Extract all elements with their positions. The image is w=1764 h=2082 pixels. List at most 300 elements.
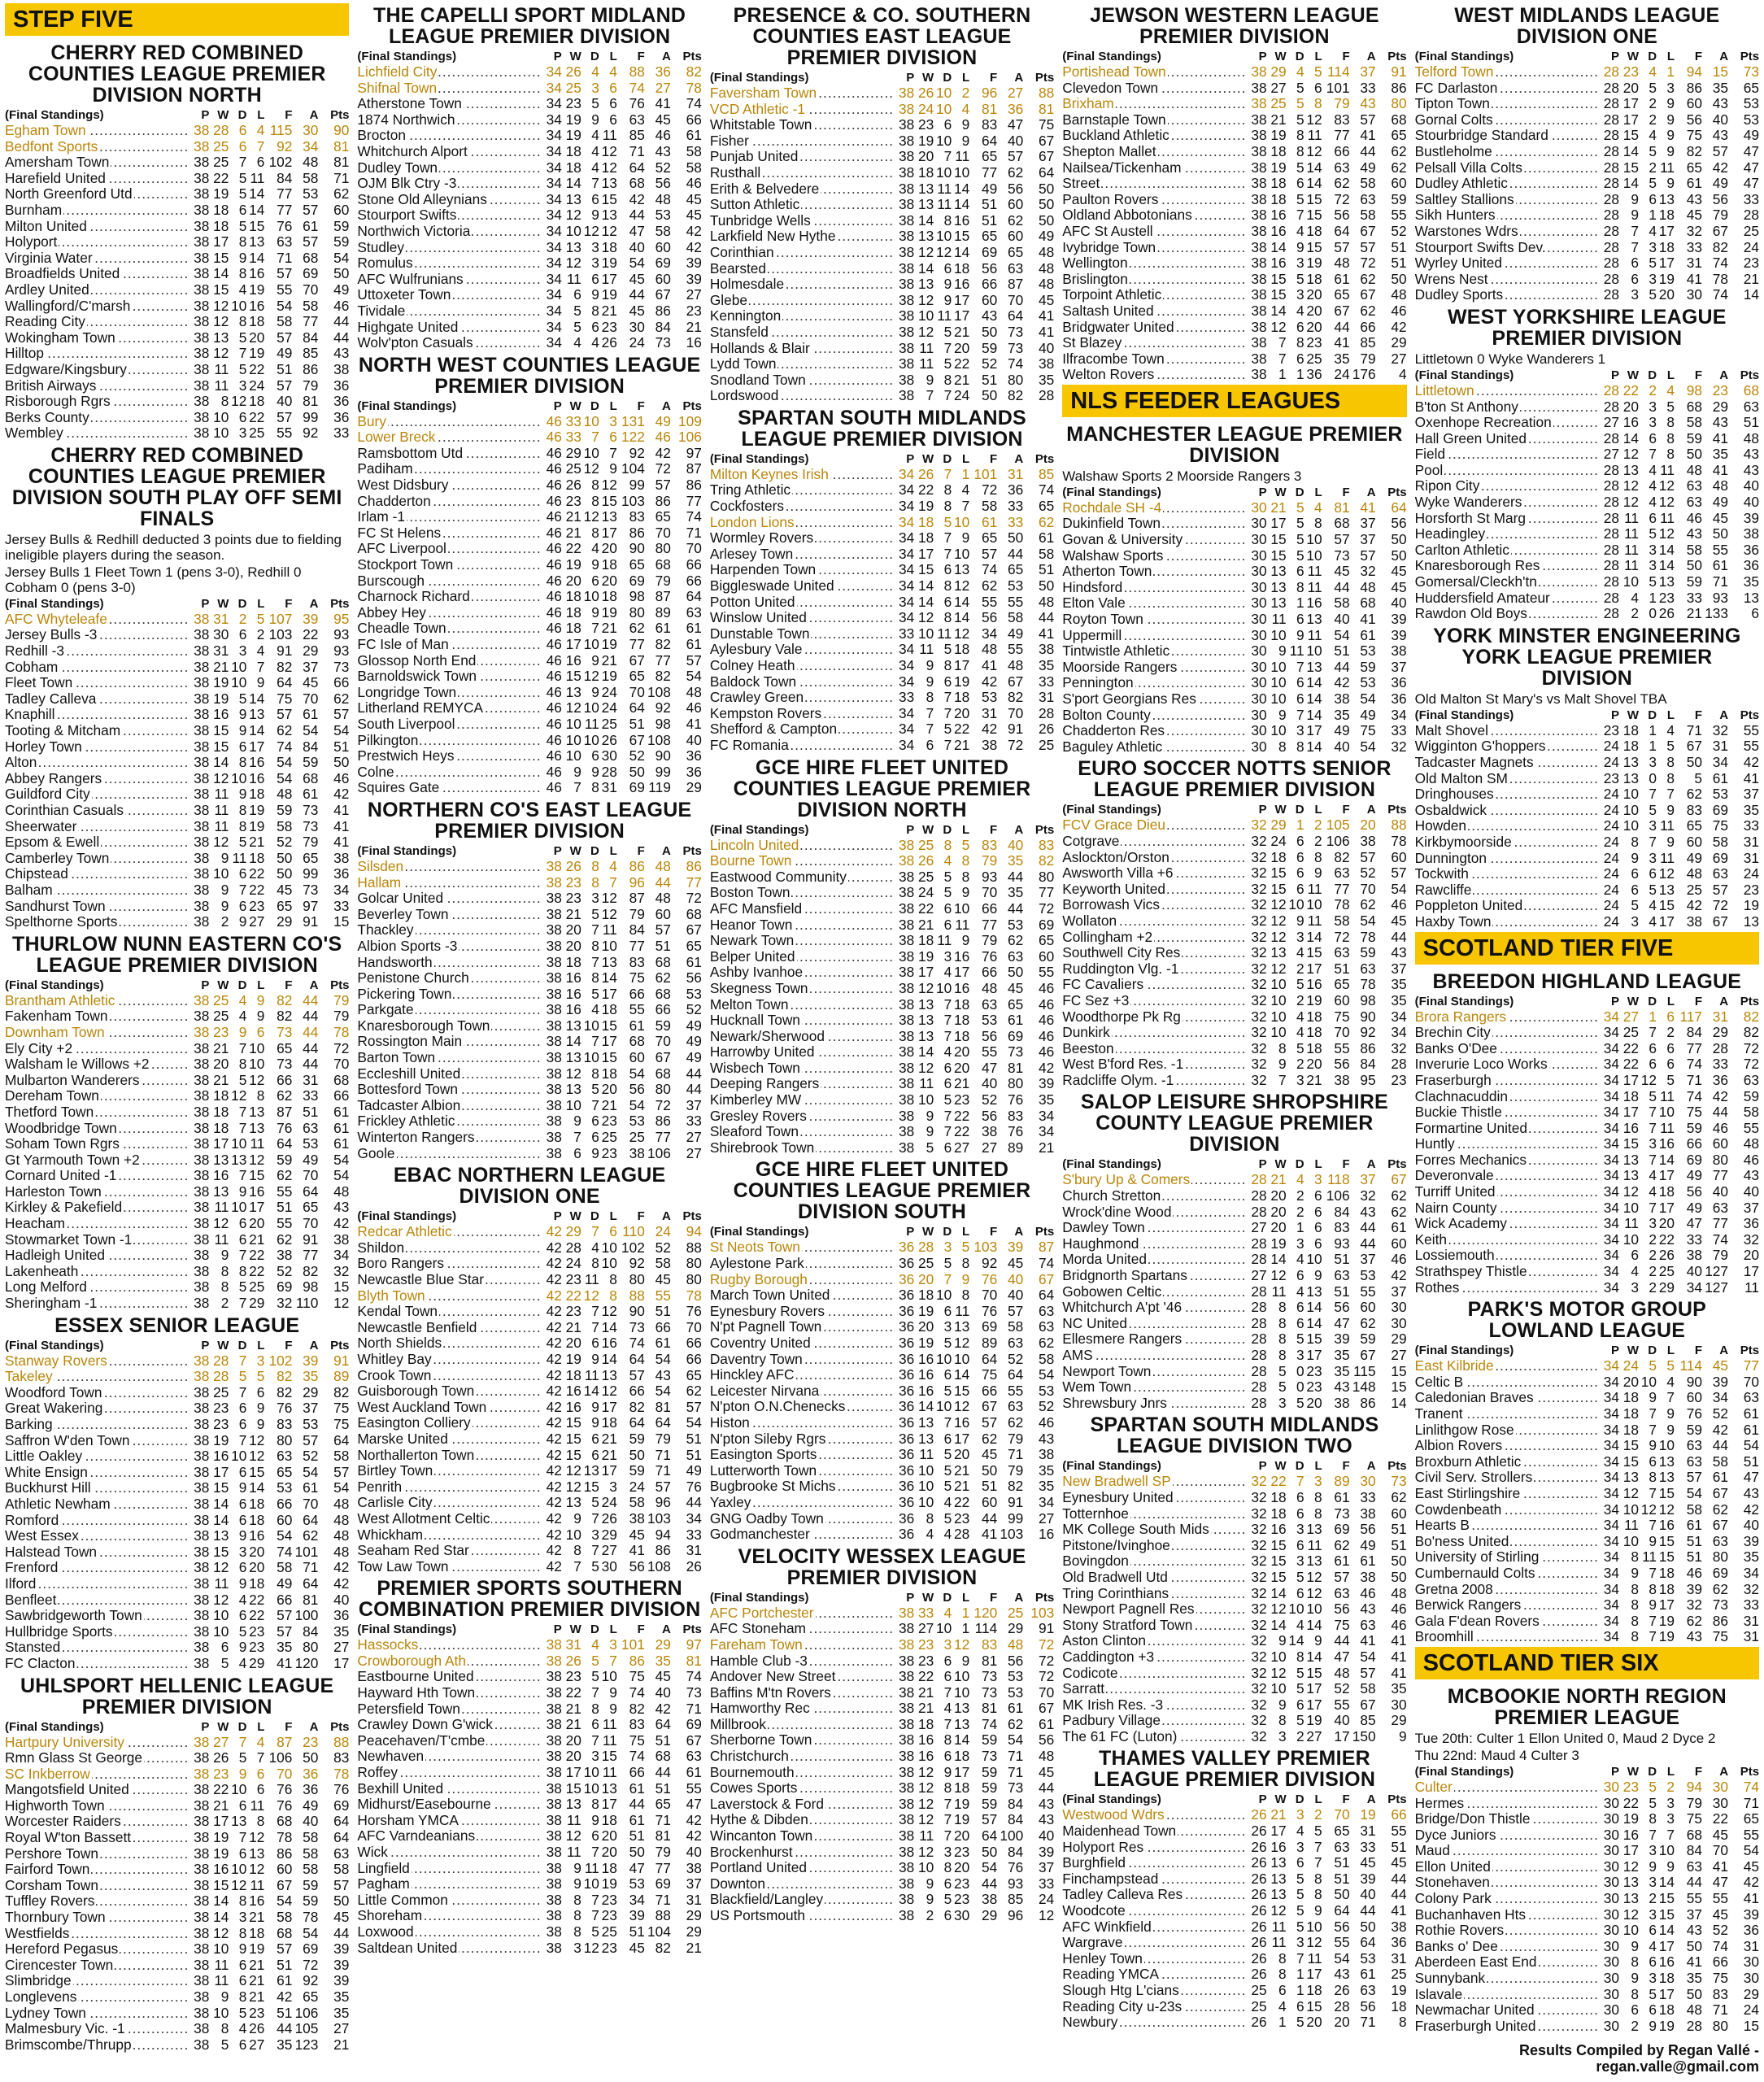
team-name: Tadley Calleva Res [1062, 1887, 1183, 1903]
stat-f: 38 [1686, 1247, 1703, 1264]
table-row [1062, 1935, 1406, 1951]
stat-p: 30 [1251, 642, 1267, 660]
stat-p: 38 [898, 163, 915, 181]
team-cell [1415, 882, 1598, 899]
stat-f: 57 [277, 377, 293, 394]
stat-p: 30 [1251, 595, 1267, 612]
stat-w: 11 [214, 360, 229, 377]
league-table-gce-hire-fleet-united-counties-league-premier-division-north [710, 754, 1054, 1156]
stat-a: 98 [303, 1278, 319, 1296]
team-name: Sandhurst Town [5, 898, 106, 914]
stat-pts: 91 [1038, 1620, 1055, 1637]
team-cell [1062, 1025, 1245, 1041]
stat-p: 32 [1251, 928, 1267, 945]
stat-w: 10 [1622, 573, 1640, 590]
header-pts: Pts [682, 399, 702, 413]
stat-f: 42 [277, 1988, 293, 2005]
stat-l: 23 [953, 1509, 970, 1527]
stat-w: 14 [1622, 429, 1640, 446]
team-cell [5, 1400, 188, 1417]
stat-f: 57 [629, 1366, 645, 1383]
stat-f: 60 [1334, 991, 1350, 1008]
team-name: Ruddington Vlg. -1 [1062, 960, 1179, 977]
stat-f: 56 [981, 1027, 998, 1044]
stat-d: 7 [591, 175, 599, 192]
stat-l: 21 [953, 1075, 970, 1092]
stat-f: 53 [981, 689, 998, 706]
stat-w: 13 [565, 683, 581, 700]
stat-pts: 32 [1391, 738, 1407, 755]
team-name: N'pton Sileby Rgrs [709, 1431, 826, 1447]
stat-p: 38 [194, 865, 210, 882]
team-name: Pool [1414, 462, 1444, 478]
team-name: Berks County [5, 409, 89, 425]
stat-f: 76 [277, 1781, 293, 1798]
team-name: Chipstead [5, 866, 68, 882]
team-cell [1415, 914, 1598, 930]
team-name: Woodthorpe Pk Rg [1062, 1008, 1181, 1025]
stat-f: 40 [981, 1075, 998, 1092]
team-name: Huddersfield Amateur [1414, 590, 1550, 606]
stat-l: 15 [249, 1463, 265, 1480]
stat-a: 69 [1712, 801, 1729, 818]
stat-a: 68 [655, 556, 671, 573]
stat-d: 3 [1296, 1553, 1304, 1570]
stat-d: 7 [1649, 833, 1657, 850]
team-cell [357, 320, 540, 336]
stat-f: 52 [1334, 1680, 1350, 1697]
stat-p: 46 [546, 779, 562, 796]
stat-d: 5 [1296, 531, 1304, 548]
stat-l: 3 [609, 412, 617, 429]
team-cell [710, 1732, 893, 1749]
stat-d: 7 [238, 1119, 247, 1136]
stat-w: 25 [1270, 95, 1287, 112]
stat-l: 10 [249, 1039, 265, 1056]
team-name: Glossop North End [357, 652, 477, 669]
stat-p: 38 [194, 1151, 210, 1168]
team-name: US Portsmouth [709, 1908, 805, 1923]
stat-a: 44 [1007, 868, 1024, 885]
team-cell [1062, 882, 1245, 898]
stat-p: 36 [898, 1430, 915, 1447]
stat-pts: 39 [333, 1940, 350, 1958]
stat-pts: 54 [686, 668, 702, 685]
table-row [5, 425, 349, 442]
header-p: P [1258, 803, 1267, 817]
stat-f: 51 [1334, 1251, 1350, 1268]
stat-w: 17 [213, 233, 229, 250]
header-pts: Pts [1740, 50, 1760, 63]
team-name: Sheerwater [5, 818, 77, 834]
stat-pts: 81 [686, 1652, 702, 1669]
stat-l: 7 [1666, 1389, 1675, 1406]
stat-p: 28 [1603, 207, 1620, 224]
team-cell [710, 674, 893, 690]
stat-a: 57 [1360, 848, 1376, 865]
stat-w: 13 [917, 1413, 934, 1431]
team-name: Peacehaven/T'cmbe [357, 1732, 486, 1749]
stat-l: 17 [601, 985, 617, 1002]
stat-w: 10 [917, 307, 934, 324]
team-cell [1415, 144, 1598, 160]
stat-d: 10 [935, 979, 952, 996]
stat-f: 39 [1334, 1331, 1350, 1348]
stat-pts: 36 [333, 393, 350, 410]
stat-d: 8 [591, 1255, 599, 1272]
stat-a: 82 [1712, 238, 1729, 255]
team-name: Blackfield/Langley [709, 1892, 824, 1908]
stat-p: 34 [1603, 1405, 1620, 1422]
team-cell [357, 891, 540, 907]
stat-f: 86 [629, 1652, 645, 1669]
stat-p: 38 [194, 1607, 210, 1624]
team-cell [5, 1152, 188, 1169]
stat-l: 11 [602, 921, 617, 939]
team-name: Bexhill United [357, 1780, 444, 1797]
team-cell [5, 171, 188, 187]
stat-pts: 62 [1391, 142, 1407, 159]
stat-l: 2 [1314, 817, 1322, 834]
team-cell [5, 882, 188, 899]
team-name: East Kilbride [1414, 1358, 1494, 1374]
stat-l: 2 [1666, 1024, 1675, 1041]
stat-w: 12 [1270, 928, 1287, 945]
stat-w: 19 [565, 556, 581, 573]
team-name: Pennington [1062, 675, 1134, 691]
table-row [1062, 1236, 1406, 1252]
stat-w: 21 [565, 508, 581, 525]
stat-pts: 43 [333, 345, 350, 362]
table-row [710, 642, 1054, 658]
stat-a: 92 [303, 425, 319, 442]
stat-d: 1 [1296, 595, 1304, 612]
league-table-northern-co-s-east-league-premier-division [357, 796, 701, 1161]
stat-w: 20 [565, 921, 581, 939]
stat-l: 23 [1306, 1379, 1322, 1396]
stat-l: 4 [256, 642, 265, 660]
stat-f: 118 [1327, 1171, 1350, 1188]
stat-a: 49 [1007, 625, 1024, 642]
stat-a: 37 [303, 1400, 319, 1417]
stat-a: 46 [655, 127, 671, 144]
stat-w: 20 [917, 1270, 934, 1287]
stat-pts: 62 [1391, 1488, 1407, 1505]
team-cell [357, 207, 540, 224]
stat-a: 82 [655, 636, 671, 652]
stat-a: 45 [1712, 509, 1729, 526]
stat-p: 28 [1251, 1235, 1267, 1252]
stat-pts: 44 [1391, 1886, 1407, 1903]
stat-a: 53 [1360, 1949, 1376, 1967]
stat-a: 81 [303, 393, 319, 410]
stat-d: 9 [238, 249, 247, 266]
stat-d: 8 [591, 937, 599, 954]
league-title: CHERRY RED COMBINED COUNTIES LEAGUE PREMIER DIVISION NORTH [28, 41, 326, 107]
team-cell [357, 1050, 540, 1066]
team-cell [1415, 64, 1598, 81]
team-cell [357, 525, 540, 542]
stat-l: 9 [961, 1652, 970, 1669]
team-cell [5, 1513, 188, 1529]
team-cell [357, 685, 540, 701]
stat-d: 1 [1296, 1966, 1304, 1983]
stat-w: 8 [1278, 1331, 1287, 1348]
stat-a: 51 [655, 1303, 671, 1320]
team-name: Atherton Town [1062, 564, 1152, 580]
stat-d: 6 [591, 1827, 599, 1845]
header-d: D [590, 399, 599, 413]
stat-p: 34 [546, 334, 562, 351]
stat-a: 61 [1007, 1012, 1024, 1029]
stat-p: 38 [546, 873, 562, 891]
team-name: Wargrave [1062, 1935, 1123, 1951]
stat-p: 38 [898, 868, 915, 885]
table-row [710, 515, 1054, 531]
table-header [710, 71, 1054, 85]
stat-l: 10 [601, 1255, 617, 1272]
table-header [5, 597, 349, 612]
stat-f: 54 [629, 255, 645, 272]
stat-pts: 36 [1743, 1215, 1760, 1232]
stat-f: 69 [277, 1278, 293, 1296]
stat-l: 21 [953, 323, 970, 340]
stat-pts: 35 [1391, 991, 1407, 1008]
team-name: Ely City +2 [5, 1040, 73, 1056]
stat-w: 20 [565, 937, 581, 954]
stat-w: 23 [213, 1023, 229, 1040]
stat-d: 5 [1296, 1394, 1304, 1411]
stat-f: 48 [981, 979, 998, 996]
team-name: Downham Town [5, 1024, 105, 1040]
stat-w: 13 [565, 1081, 581, 1098]
team-name: Borrowash Vics [1062, 897, 1160, 913]
header-f: F [637, 399, 645, 413]
stat-pts: 50 [1038, 180, 1055, 197]
stat-p: 32 [1251, 1696, 1267, 1713]
team-cell [5, 993, 188, 1009]
stat-w: 14 [213, 1495, 229, 1512]
stat-f: 62 [277, 1167, 293, 1184]
team-name: Newark/Sherwood [709, 1028, 825, 1044]
stat-w: 15 [1270, 880, 1287, 897]
table-header [5, 978, 349, 993]
stat-a: 79 [303, 834, 319, 851]
team-cell [1415, 818, 1598, 834]
stat-w: 20 [917, 148, 934, 165]
stat-p: 36 [898, 1446, 915, 1463]
stat-l: 22 [249, 1607, 265, 1624]
team-cell [1415, 1184, 1598, 1200]
team-cell [710, 610, 893, 626]
stat-pts: 42 [686, 238, 702, 255]
stat-a: 94 [655, 1526, 671, 1543]
stat-l: 3 [256, 1352, 265, 1369]
stat-f: 51 [1334, 1870, 1350, 1887]
header-a: A [1719, 368, 1729, 382]
stat-pts: 64 [1038, 163, 1055, 181]
stat-p: 38 [1251, 238, 1267, 255]
table-row [357, 224, 701, 240]
stat-f: 101 [621, 1636, 645, 1653]
table-row [710, 117, 1054, 133]
team-cell [1415, 1422, 1598, 1439]
team-name: Erith & Belvedere [709, 181, 820, 197]
team-cell [1062, 817, 1245, 834]
team-cell [357, 1431, 540, 1448]
stat-a: 99 [303, 408, 319, 425]
stat-w: 15 [213, 1543, 229, 1560]
stat-f: 76 [629, 95, 645, 112]
team-cell [1415, 399, 1598, 416]
stat-p: 34 [1603, 1151, 1620, 1168]
team-name: Stourport Swifts Dev. [1414, 239, 1546, 255]
stat-a: 31 [1712, 1008, 1729, 1025]
team-cell [5, 1973, 188, 1989]
table-row [1415, 511, 1759, 527]
standings-label: (Final Standings) [709, 1590, 809, 1605]
stat-l: 9 [256, 1400, 265, 1417]
stat-a: 93 [1007, 1875, 1024, 1892]
team-name: Hilltop [5, 346, 45, 362]
stat-l: 23 [953, 1875, 970, 1892]
stat-a: 59 [303, 754, 319, 771]
stat-a: 80 [1007, 1075, 1024, 1092]
stat-a: 43 [655, 1366, 671, 1383]
team-cell [357, 541, 540, 557]
table-row [357, 987, 701, 1003]
stat-l: 11 [1660, 509, 1675, 526]
stat-d: 5 [943, 323, 952, 340]
team-cell [710, 626, 893, 642]
stat-w: 13 [1270, 944, 1287, 961]
stat-pts: 63 [1743, 1071, 1760, 1088]
table-row [357, 859, 701, 875]
stat-f: 58 [629, 1494, 645, 1511]
stat-p: 38 [194, 1448, 210, 1465]
table-row [357, 541, 701, 557]
stat-w: 9 [220, 1988, 229, 2005]
stat-a: 51 [655, 937, 671, 954]
header-f: F [1342, 1157, 1350, 1172]
stat-d: 5 [943, 641, 952, 658]
stat-f: 63 [629, 111, 645, 128]
header-f: F [1342, 803, 1350, 817]
stat-w: 11 [214, 1956, 229, 1973]
team-cell [5, 2006, 188, 2022]
stat-w: 14 [1622, 175, 1640, 192]
stat-p: 25 [1251, 1982, 1267, 1998]
header-f: F [285, 978, 293, 992]
stat-l: 18 [1658, 238, 1675, 255]
stat-p: 38 [194, 1924, 210, 1941]
stat-d: 6 [943, 1075, 952, 1092]
stat-p: 38 [1251, 318, 1267, 335]
stat-w: 15 [1622, 1135, 1640, 1152]
stat-p: 28 [1603, 477, 1620, 494]
stat-d: 11 [937, 932, 952, 949]
stat-d: 10 [583, 636, 599, 652]
stat-w: 25 [213, 137, 229, 155]
stat-p: 38 [898, 211, 915, 229]
stat-d: 6 [591, 1129, 599, 1146]
stat-l: 4 [961, 100, 970, 117]
stat-pts: 41 [686, 715, 702, 732]
table-row [1062, 564, 1406, 580]
stat-w: 18 [213, 1103, 229, 1120]
stat-pts: 45 [686, 190, 702, 207]
stat-f: 82 [629, 1700, 645, 1717]
team-cell [1415, 1025, 1598, 1041]
stat-a: 68 [655, 1065, 671, 1082]
stat-d: 2 [238, 610, 247, 627]
league-table-cherry-red-combined-counties-league-premier-division-south-play-off-semi-finals [5, 442, 349, 930]
team-cell [357, 64, 540, 81]
team-name: Ardley United [5, 281, 89, 298]
header-l: L [257, 1719, 265, 1734]
stat-d: 1 [1649, 738, 1657, 755]
stat-pts: 72 [686, 890, 702, 907]
stat-d: 8 [943, 1731, 952, 1749]
stat-f: 63 [1334, 944, 1350, 961]
stat-p: 26 [1251, 1949, 1267, 1967]
stat-d: 6 [238, 201, 247, 218]
stat-d: 6 [591, 318, 599, 335]
stat-p: 38 [194, 1479, 210, 1496]
table-row [1415, 1438, 1759, 1454]
stat-w: 17 [1270, 1823, 1287, 1840]
stat-pts: 16 [686, 334, 702, 351]
team-name: White Ensign [5, 1464, 88, 1480]
stat-d: 5 [1296, 499, 1304, 516]
stat-d: 4 [1649, 63, 1657, 80]
stat-p: 38 [898, 1875, 915, 1892]
stat-f: 93 [1334, 1235, 1350, 1252]
stat-p: 38 [194, 1278, 210, 1296]
table-row [5, 2021, 349, 2037]
table-row [710, 1860, 1054, 1876]
stat-l: 12 [601, 159, 617, 176]
stat-f: 105 [1326, 817, 1350, 834]
table-row [710, 102, 1054, 118]
team-name: Stowmarket Town -1 [5, 1231, 133, 1248]
stat-l: 12 [1306, 1934, 1322, 1951]
table-row [710, 885, 1054, 901]
stat-p: 28 [1251, 1314, 1267, 1331]
table-row [1062, 691, 1406, 708]
stat-f: 32 [277, 1295, 293, 1312]
stat-a: 67 [1360, 222, 1376, 239]
stat-f: 75 [1686, 1104, 1703, 1121]
stat-pts: 67 [1391, 1171, 1407, 1188]
table-row [5, 1624, 349, 1640]
team-cell [710, 1669, 893, 1685]
stat-d: 7 [943, 704, 952, 721]
stat-a: 50 [303, 1749, 319, 1766]
stat-f: 53 [981, 1012, 998, 1029]
stat-d: 7 [1649, 1421, 1657, 1438]
stat-p: 38 [194, 1781, 210, 1798]
stat-a: 50 [1360, 1918, 1376, 1935]
stat-d: 6 [1296, 1854, 1304, 1871]
stat-w: 23 [213, 1416, 229, 1432]
table-row [357, 1448, 701, 1464]
stat-pts: 40 [1743, 1183, 1760, 1200]
stat-w: 14 [213, 265, 229, 282]
stat-pts: 61 [333, 1103, 350, 1120]
team-name: Thetford Town [5, 1104, 94, 1120]
stat-w: 9 [573, 1113, 581, 1130]
